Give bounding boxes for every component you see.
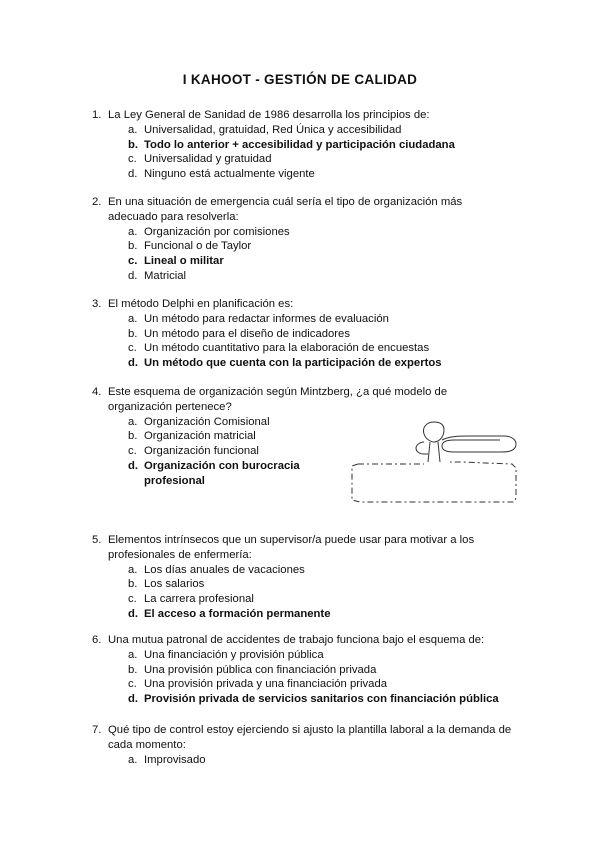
option-b: b. Una provisión pública con financiación privada: [128, 663, 377, 676]
question-6: [92, 633, 512, 707]
option-c: c. Organización funcional: [128, 445, 259, 458]
question-number: 1.: [92, 109, 102, 121]
question-stem: Este esquema de organización según Mintzberg, ¿a qué modelo de organización pertenece?: [108, 386, 448, 413]
mintzberg-org-diagram: [350, 412, 518, 504]
question-number: 4.: [92, 386, 102, 398]
question-2: [92, 195, 512, 284]
option-d-correct: d. El acceso a formación permanente: [128, 607, 331, 620]
option-c: c. La carrera profesional: [128, 593, 254, 606]
question-stem: El método Delphi en planificación es:: [108, 298, 294, 310]
option-d-correct: d. Un método que cuenta con la participación de expertos: [128, 357, 442, 370]
technostructure-shape: [416, 442, 428, 454]
option-a: a. Organización por comisiones: [128, 225, 290, 238]
option-a: a. Los días anuales de vacaciones: [128, 563, 305, 576]
option-b: b. Organización matricial: [128, 430, 256, 443]
question-number: 7.: [92, 724, 102, 736]
option-d: d. Ninguno está actualmente vigente: [128, 168, 315, 181]
option-b-correct: b. Todo lo anterior + accesibilidad y participación ciudadana: [128, 138, 455, 151]
question-stem: Qué tipo de control estoy ejerciendo si ajusto la plantilla laboral a la demanda de cada momento:: [108, 724, 512, 751]
option-a: a. Universalidad, gratuidad, Red Única y accesibilidad: [128, 123, 402, 136]
option-a: a. Una financiación y provisión pública: [128, 648, 324, 661]
question-7: [92, 723, 512, 767]
option-c: c. Un método cuantitativo para la elaboración de encuestas: [128, 342, 430, 355]
option-b: b. Funcional o de Taylor: [128, 240, 252, 253]
option-c: c. Una provisión privada y una financiación privada: [128, 678, 388, 691]
option-d-correct: d. Organización con burocracia profesional: [128, 459, 300, 487]
option-b: b. Los salarios: [128, 578, 205, 591]
option-a: a. Un método para redactar informes de evaluación: [128, 312, 389, 325]
option-a: a. Improvisado: [128, 753, 206, 766]
middle-line-shape: [428, 442, 440, 462]
operating-core-shape: [352, 462, 516, 502]
option-d: d. Matricial: [128, 269, 187, 282]
question-stem: Elementos intrínsecos que un supervisor/a puede usar para motivar a los profesionales de enfermería:: [108, 534, 475, 561]
option-a: a. Organización Comisional: [128, 415, 270, 428]
question-number: 3.: [92, 298, 102, 310]
option-b: b. Un método para el diseño de indicadores: [128, 327, 350, 340]
question-number: 2.: [92, 196, 102, 208]
question-1: [92, 108, 512, 182]
question-number: 6.: [92, 634, 102, 646]
question-number: 5.: [92, 534, 102, 546]
question-stem: La Ley General de Sanidad de 1986 desarrolla los principios de:: [108, 109, 430, 121]
document-title: I KAHOOT - GESTIÓN DE CALIDAD: [182, 72, 418, 87]
question-3: [92, 297, 512, 371]
option-c-correct: c. Lineal o militar: [128, 255, 224, 268]
question-stem: Una mutua patronal de accidentes de trabajo funciona bajo el esquema de:: [108, 634, 485, 646]
option-c: c. Universalidad y gratuidad: [128, 153, 272, 166]
question-stem: En una situación de emergencia cuál sería el tipo de organización más adecuado para resolverla:: [108, 196, 463, 223]
option-d-correct: d. Provisión privada de servicios sanitarios con financiación pública: [128, 693, 499, 706]
strategic-apex-shape: [423, 422, 444, 442]
question-5: [92, 533, 512, 622]
support-staff-shape: [442, 436, 516, 452]
